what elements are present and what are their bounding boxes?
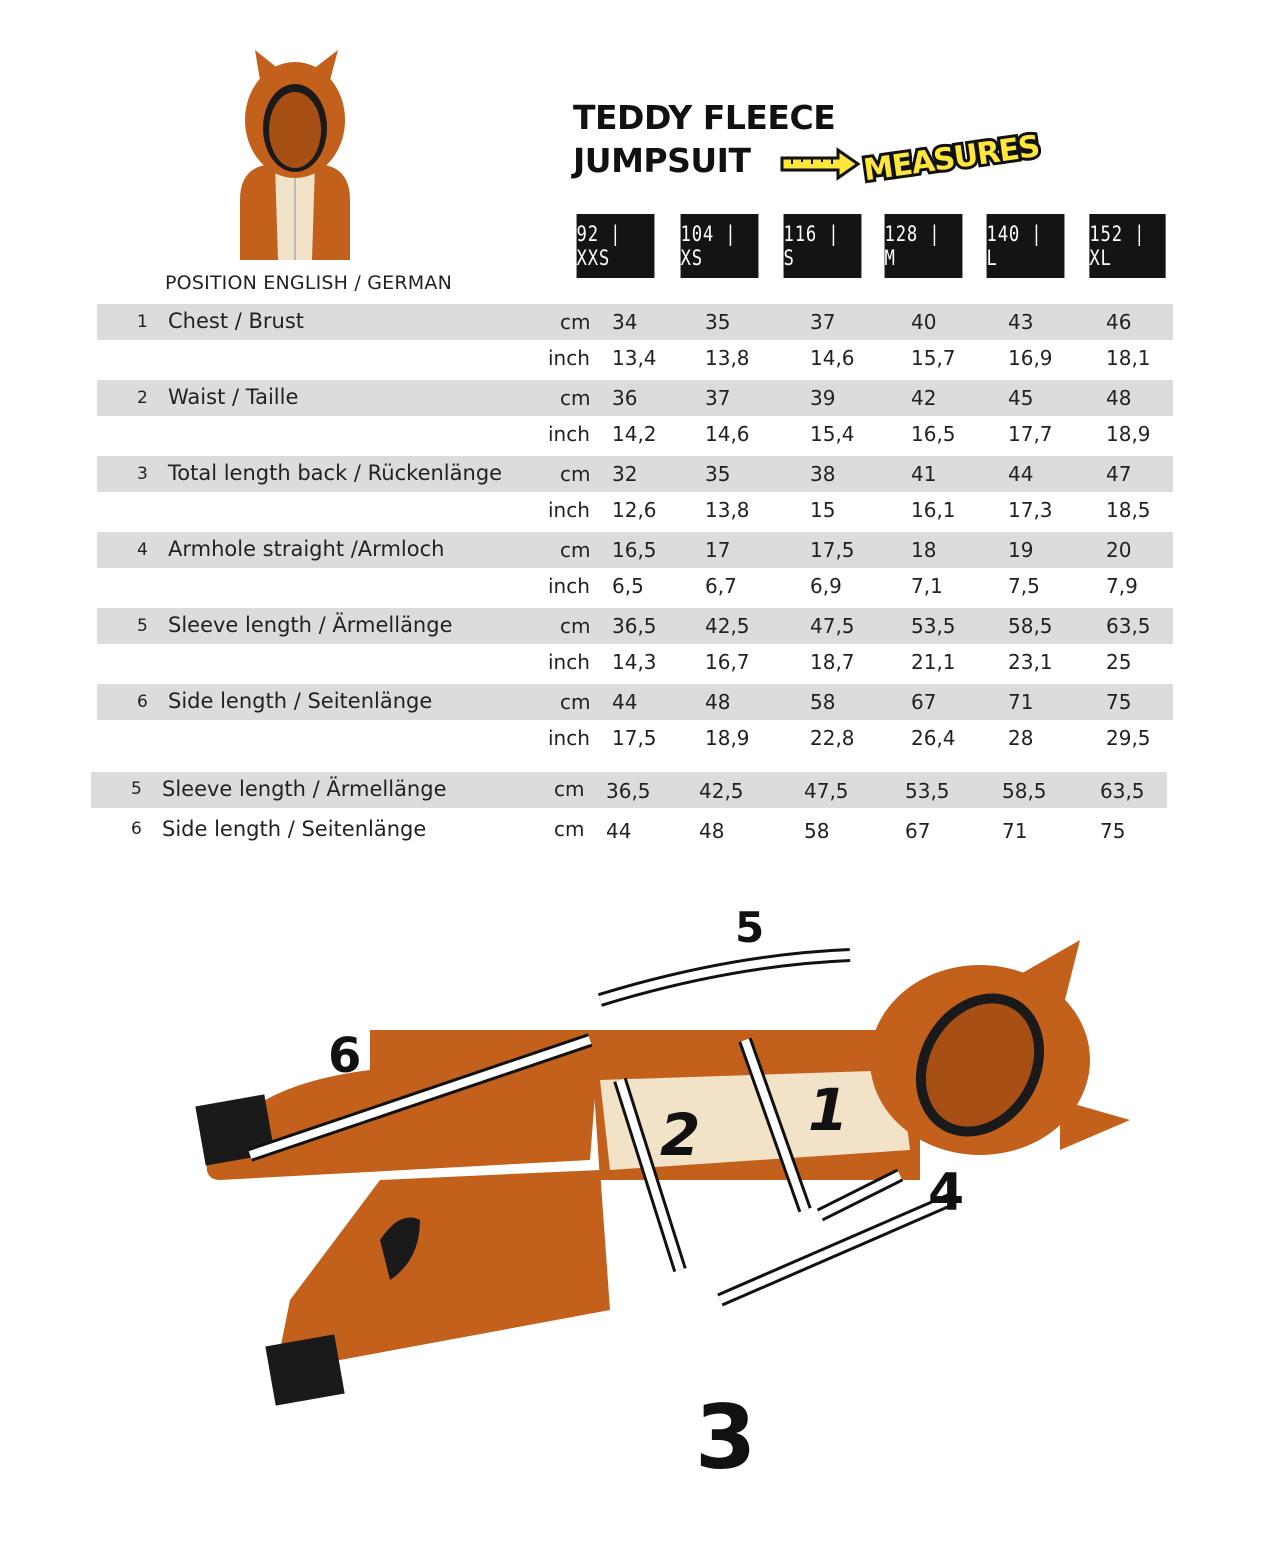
inch-value: 7,5 xyxy=(1008,574,1040,598)
row-label: Waist / Taille xyxy=(168,385,299,409)
cm-value: 75 xyxy=(1106,690,1132,714)
size-label-xl: 152 | XL xyxy=(1089,214,1165,278)
inch-value: 14,6 xyxy=(810,346,855,370)
inch-value: 12,6 xyxy=(612,498,657,522)
cm-value: 41 xyxy=(911,462,937,486)
inch-value: 6,7 xyxy=(705,574,737,598)
row-label: Side length / Seitenlänge xyxy=(168,689,433,713)
inch-value: 21,1 xyxy=(911,650,956,674)
cm-value: 63,5 xyxy=(1106,614,1151,638)
unit-cm: cm xyxy=(560,538,591,562)
cm-value: 67 xyxy=(905,819,931,843)
unit-cm: cm xyxy=(560,614,591,638)
cm-value: 44 xyxy=(606,819,632,843)
inch-value: 6,5 xyxy=(612,574,644,598)
cm-value: 45 xyxy=(1008,386,1034,410)
cm-value: 47,5 xyxy=(810,614,855,638)
inch-value: 7,9 xyxy=(1106,574,1138,598)
inch-value: 25 xyxy=(1106,650,1132,674)
jumpsuit-drawing xyxy=(195,940,1130,1406)
inch-value: 16,1 xyxy=(911,498,956,522)
row-number: 5 xyxy=(131,779,142,799)
size-label-s: 116 | S xyxy=(784,214,862,278)
inch-value: 17,7 xyxy=(1008,422,1053,446)
cm-value: 37 xyxy=(705,386,731,410)
label-6: 6 xyxy=(328,1028,362,1084)
cm-value: 36,5 xyxy=(612,614,657,638)
row-number: 6 xyxy=(131,819,142,839)
cm-value: 75 xyxy=(1100,819,1126,843)
inch-value: 14,3 xyxy=(612,650,657,674)
tape-measure-4 xyxy=(820,1175,900,1215)
cm-value: 40 xyxy=(911,310,937,334)
cm-value: 58,5 xyxy=(1002,779,1047,803)
label-5: 5 xyxy=(735,903,765,952)
inch-value: 23,1 xyxy=(1008,650,1053,674)
cm-value: 37 xyxy=(810,310,836,334)
unit-cm: cm xyxy=(560,310,591,334)
row-label: Chest / Brust xyxy=(168,309,305,333)
cm-value: 36 xyxy=(612,386,638,410)
cm-value: 71 xyxy=(1008,690,1034,714)
cm-value: 36,5 xyxy=(606,779,651,803)
size-label-l: 140 | L xyxy=(987,214,1065,278)
row-label: Sleeve length / Ärmellänge xyxy=(162,777,447,801)
cm-value: 42,5 xyxy=(705,614,750,638)
row-label: Total length back / Rückenlänge xyxy=(168,461,503,485)
inch-value: 13,8 xyxy=(705,498,750,522)
unit-cm: cm xyxy=(560,462,591,486)
inch-value: 15,4 xyxy=(810,422,855,446)
size-label-m: 128 | M xyxy=(885,214,963,278)
inch-value: 16,5 xyxy=(911,422,956,446)
cm-value: 43 xyxy=(1008,310,1034,334)
title-line-2: JUMPSUIT xyxy=(573,141,751,180)
cm-value: 53,5 xyxy=(905,779,950,803)
cm-value: 44 xyxy=(1008,462,1034,486)
row-label: Side length / Seitenlänge xyxy=(162,817,427,841)
inch-value: 14,2 xyxy=(612,422,657,446)
inch-value: 16,9 xyxy=(1008,346,1053,370)
row-label: Armhole straight /Armloch xyxy=(168,537,445,561)
cm-value: 18 xyxy=(911,538,937,562)
cm-value: 34 xyxy=(612,310,638,334)
cm-value: 71 xyxy=(1002,819,1028,843)
inch-value: 29,5 xyxy=(1106,726,1151,750)
row-number: 4 xyxy=(137,540,148,560)
inch-value: 14,6 xyxy=(705,422,750,446)
label-1: 1 xyxy=(808,1076,849,1144)
cm-value: 47 xyxy=(1106,462,1132,486)
inch-value: 18,7 xyxy=(810,650,855,674)
unit-inch: inch xyxy=(548,574,590,598)
unit-inch: inch xyxy=(548,346,590,370)
tape-measure-5 xyxy=(600,955,850,1000)
cm-value: 48 xyxy=(705,690,731,714)
measures-text: MEASURES xyxy=(861,129,1042,189)
inch-value: 15,7 xyxy=(911,346,956,370)
cm-value: 58 xyxy=(810,690,836,714)
inch-value: 16,7 xyxy=(705,650,750,674)
unit-inch: inch xyxy=(548,726,590,750)
cm-value: 63,5 xyxy=(1100,779,1145,803)
cm-value: 35 xyxy=(705,310,731,334)
cm-value: 19 xyxy=(1008,538,1034,562)
inch-value: 13,8 xyxy=(705,346,750,370)
inch-value: 13,4 xyxy=(612,346,657,370)
inch-value: 17,5 xyxy=(612,726,657,750)
label-3: 3 xyxy=(695,1386,757,1489)
cm-value: 48 xyxy=(1106,386,1132,410)
unit-cm: cm xyxy=(554,777,585,801)
inch-value: 18,1 xyxy=(1106,346,1151,370)
size-label-xxs: 92 | XXS xyxy=(577,214,655,278)
inch-value: 26,4 xyxy=(911,726,956,750)
inch-value: 7,1 xyxy=(911,574,943,598)
cm-value: 32 xyxy=(612,462,638,486)
cm-value: 38 xyxy=(810,462,836,486)
cm-value: 16,5 xyxy=(612,538,657,562)
measures-badge xyxy=(778,118,1042,198)
cm-value: 58 xyxy=(804,819,830,843)
row-number: 2 xyxy=(137,388,148,408)
product-thumbnail xyxy=(220,50,370,260)
inch-value: 15 xyxy=(810,498,836,522)
cm-value: 47,5 xyxy=(804,779,849,803)
inch-value: 28 xyxy=(1008,726,1034,750)
size-label-xs: 104 | XS xyxy=(681,214,759,278)
tape-arrow-icon xyxy=(782,150,858,178)
label-4: 4 xyxy=(928,1163,965,1223)
cm-value: 42,5 xyxy=(699,779,744,803)
inch-value: 17,3 xyxy=(1008,498,1053,522)
unit-inch: inch xyxy=(548,650,590,674)
cm-value: 17 xyxy=(705,538,731,562)
cm-value: 46 xyxy=(1106,310,1132,334)
cm-value: 39 xyxy=(810,386,836,410)
cm-value: 35 xyxy=(705,462,731,486)
unit-cm: cm xyxy=(560,690,591,714)
row-number: 1 xyxy=(137,312,148,332)
unit-inch: inch xyxy=(548,422,590,446)
row-number: 6 xyxy=(137,692,148,712)
inch-value: 18,9 xyxy=(705,726,750,750)
inch-value: 18,5 xyxy=(1106,498,1151,522)
unit-cm: cm xyxy=(560,386,591,410)
cm-value: 48 xyxy=(699,819,725,843)
label-2: 2 xyxy=(660,1101,701,1169)
inch-value: 18,9 xyxy=(1106,422,1151,446)
measurement-illustration xyxy=(180,880,1160,1500)
cm-value: 53,5 xyxy=(911,614,956,638)
cm-value: 67 xyxy=(911,690,937,714)
cm-value: 42 xyxy=(911,386,937,410)
row-number: 3 xyxy=(137,464,148,484)
inch-value: 6,9 xyxy=(810,574,842,598)
position-header: POSITION ENGLISH / GERMAN xyxy=(165,272,452,294)
row-number: 5 xyxy=(137,616,148,636)
cm-value: 20 xyxy=(1106,538,1132,562)
unit-cm: cm xyxy=(554,817,585,841)
title-line-1: TEDDY FLEECE xyxy=(573,98,836,137)
row-label: Sleeve length / Ärmellänge xyxy=(168,613,453,637)
inch-value: 22,8 xyxy=(810,726,855,750)
cm-value: 17,5 xyxy=(810,538,855,562)
cm-value: 58,5 xyxy=(1008,614,1053,638)
unit-inch: inch xyxy=(548,498,590,522)
cm-value: 44 xyxy=(612,690,638,714)
